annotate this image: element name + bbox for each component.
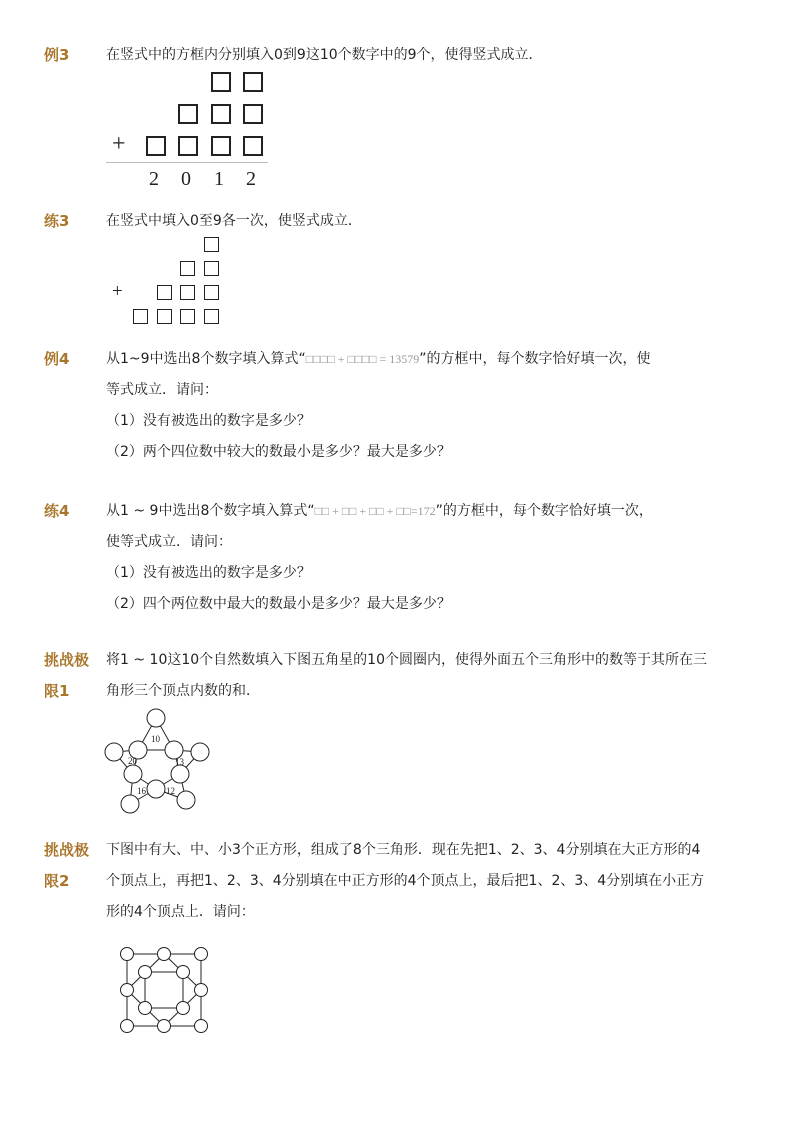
vertex-circle[interactable]	[177, 966, 190, 979]
number-circle[interactable]	[191, 743, 209, 761]
middle-square	[127, 954, 201, 1026]
practice-3-label: 练3	[44, 212, 70, 230]
vertex-circle[interactable]	[139, 1002, 152, 1015]
blank-box[interactable]	[178, 136, 198, 156]
practice-4-line-2: 使等式成立．请问：	[106, 534, 232, 550]
example-4-label: 例4	[44, 350, 70, 368]
blank-box[interactable]	[146, 136, 166, 156]
blank-box[interactable]	[180, 309, 195, 324]
blank-box[interactable]	[211, 72, 231, 92]
vertex-circle[interactable]	[121, 948, 134, 961]
practice-4-label: 练4	[44, 502, 70, 520]
number-circle[interactable]	[177, 791, 195, 809]
blank-box[interactable]	[133, 309, 148, 324]
triangle-value: 16	[137, 786, 146, 796]
blank-box[interactable]	[243, 104, 263, 124]
triangle-value: 20	[128, 756, 137, 766]
nested-squares-diagram	[112, 942, 218, 1038]
small-square	[145, 972, 183, 1008]
challenge-2-text: 下图中有大、中、小3个正方形，组成了8个三角形．现在先把1、2、3、4分别填在大正方形的4 个顶点上，再把1、2、3、4分别填在中正方形的4个顶点上，最后把1、2、3、4分别填在小正方 形的4个顶点上．请问：	[106, 842, 705, 920]
vertex-circle[interactable]	[195, 984, 208, 997]
blank-box[interactable]	[180, 285, 195, 300]
example-4-text	[106, 344, 718, 468]
example-4-question-1: （1）没有被选出的数字是多少？	[106, 413, 311, 429]
practice-4-question-1: （1）没有被选出的数字是多少？	[106, 565, 311, 581]
blank-box[interactable]	[204, 309, 219, 324]
triangle-value: 10	[151, 734, 160, 744]
challenge-1-label: 挑战极 限1	[44, 651, 90, 700]
example-4-question-2: （2）两个四位数中较大的数最小是多少？最大是多少？	[106, 444, 451, 460]
triangle-value: 12	[166, 786, 175, 796]
practice-4-line-1: 从1 ~ 9中选出8个数字填入算式“□□ + □□ + □□ + □□=172”的方框中，每个数字恰好填一次，	[106, 503, 653, 519]
challenge-2-label: 挑战极 限2	[44, 841, 90, 890]
plus-sign: +	[112, 281, 123, 302]
blank-box[interactable]	[211, 136, 231, 156]
vertex-circle[interactable]	[139, 966, 152, 979]
vertex-circle[interactable]	[158, 948, 171, 961]
blank-box[interactable]	[204, 237, 219, 252]
blank-box[interactable]	[178, 104, 198, 124]
blank-box[interactable]	[204, 261, 219, 276]
blank-box[interactable]	[180, 261, 195, 276]
vertex-circle[interactable]	[121, 984, 134, 997]
vertex-circle[interactable]	[195, 948, 208, 961]
number-circle[interactable]	[147, 709, 165, 727]
vertex-circle[interactable]	[158, 1020, 171, 1033]
practice-4-text	[106, 496, 718, 620]
result-digit: 2	[149, 168, 159, 190]
result-digit: 1	[214, 168, 224, 190]
practice-4-question-2: （2）四个两位数中最大的数最小是多少？最大是多少？	[106, 596, 451, 612]
example-4-formula: □□□□ + □□□□ = 13579	[305, 352, 420, 366]
number-circle[interactable]	[124, 765, 142, 783]
triangle-value: 13	[175, 757, 184, 767]
blank-box[interactable]	[157, 309, 172, 324]
number-circle[interactable]	[147, 780, 165, 798]
result-digit: 2	[246, 168, 256, 190]
pentagram-diagram	[100, 704, 220, 816]
example-3-label: 例3	[44, 46, 70, 64]
number-circle[interactable]	[105, 743, 123, 761]
blank-box[interactable]	[243, 136, 263, 156]
blank-box[interactable]	[243, 72, 263, 92]
challenge-1-text: 将1 ~ 10这10个自然数填入下图五角星的10个圆圈内，使得外面五个三角形中的数等于其所在三 角形三个顶点内数的和．	[106, 652, 707, 699]
result-digit: 0	[181, 168, 191, 190]
example-4-line-1: 从1~9中选出8个数字填入算式“□□□□ + □□□□ = 13579”的方框中，每个数字恰好填一次，使	[106, 351, 651, 367]
vertex-circle[interactable]	[121, 1020, 134, 1033]
blank-box[interactable]	[204, 285, 219, 300]
blank-box[interactable]	[157, 285, 172, 300]
vertex-circle[interactable]	[195, 1020, 208, 1033]
example-4-line-2: 等式成立．请问：	[106, 382, 218, 398]
practice-4-formula: □□ + □□ + □□ + □□=172	[314, 504, 436, 518]
number-circle[interactable]	[171, 765, 189, 783]
sum-rule-line	[106, 162, 268, 163]
number-circle[interactable]	[121, 795, 139, 813]
practice-3-text: 在竖式中填入0至9各一次，使竖式成立．	[106, 213, 362, 229]
blank-box[interactable]	[211, 104, 231, 124]
large-square	[127, 954, 201, 1026]
vertex-circle[interactable]	[177, 1002, 190, 1015]
example-3-text: 在竖式中的方框内分别填入0到9这10个数字中的9个，使得竖式成立．	[106, 47, 543, 63]
plus-sign: +	[112, 131, 126, 157]
